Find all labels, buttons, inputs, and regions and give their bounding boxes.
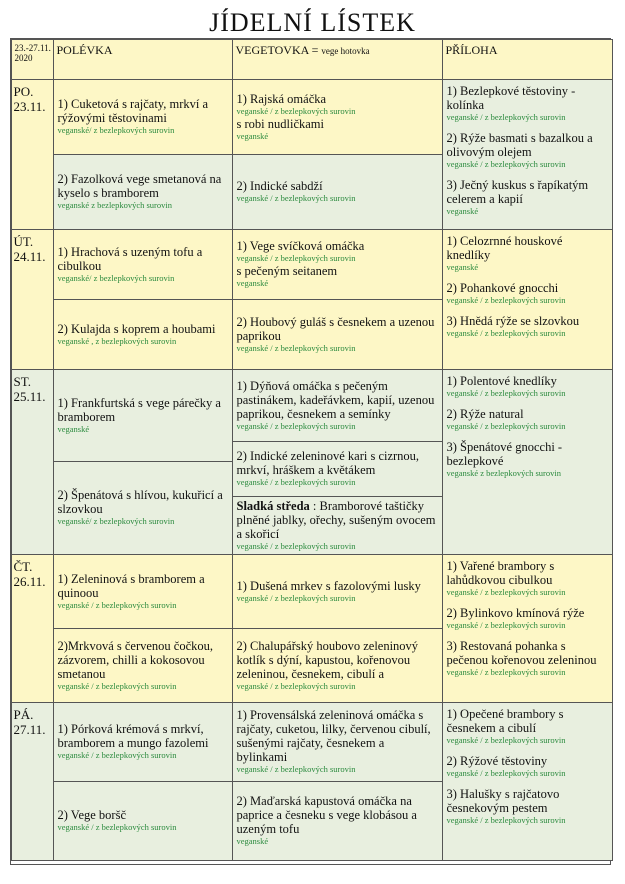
list-item: 1) Zeleninová s bramborem a quinoou veganské / z bezlepkových surovin bbox=[54, 555, 232, 629]
list-item: 1) Cuketová s rajčaty, mrkví a rýžovými těstovinami veganské/ z bezlepkových surovin bbox=[54, 80, 232, 155]
list-item: 2) Pohankové gnocchi veganské / z bezlepkových surovin bbox=[446, 280, 566, 305]
main-cell bbox=[232, 369, 443, 555]
list-item: 3) Halušky s rajčatovo česnekovým pestem veganské / z bezlepkových surovin bbox=[446, 786, 566, 825]
list-item: 1) Frankfurtská s vege párečky a bramborem veganské bbox=[54, 370, 232, 463]
list-item: 1) Polentové knedlíky veganské / z bezlepkových surovin bbox=[446, 373, 566, 398]
list-item: 2) Rýže basmati s bazalkou a olivovým olejem veganské / z bezlepkových surovin bbox=[446, 130, 593, 169]
list-item: 1) Hrachová s uzeným tofu a cibulkou veganské/ z bezlepkových surovin bbox=[54, 230, 232, 300]
main-cell bbox=[232, 554, 443, 703]
list-item: 1) Celozrnné houskové knedlíky veganské bbox=[446, 233, 563, 272]
menu-table bbox=[10, 38, 611, 865]
side-cell bbox=[442, 554, 613, 703]
header-side: PŘÍLOHA bbox=[442, 39, 613, 80]
list-item: 2) Chalupářský houbovo zeleninový kotlík s dýní, kapustou, kořenovou zeleninou, česnekem, cibulí a veganské / z bezlepkových surovin bbox=[236, 638, 419, 691]
soup-cell bbox=[53, 229, 233, 370]
list-item: 2)Mrkvová s červenou čočkou, zázvorem, chilli a kokosovou smetanou veganské / z bezlepkových surovin bbox=[57, 638, 214, 691]
sweet-wednesday: Sladká středa : Bramborové taštičky plněné jablky, ořechy, sušeným ovocem a skořicí veganské / z bezlepkových surovin bbox=[236, 498, 436, 551]
list-item: 1) Vařené brambory s lahůdkovou cibulkou veganské / z bezlepkových surovin bbox=[446, 558, 566, 597]
header-main: VEGETOVKA = vege hotovka bbox=[232, 39, 443, 80]
main-cell bbox=[232, 229, 443, 370]
day-label: ST. 25.11. bbox=[11, 369, 54, 555]
day-label: PÁ. 27.11. bbox=[11, 702, 54, 861]
side-cell bbox=[442, 79, 613, 230]
list-item: 2) Maďarská kapustová omáčka na paprice a česneku s vege klobásou a uzeným tofu veganské bbox=[236, 794, 417, 846]
list-item: 2) Fazolková vege smetanová na kyselo s bramborem veganské z bezlepkových surovin bbox=[54, 155, 232, 229]
list-item: 1) Provensálská zeleninová omáčka s rajčaty, cuketou, lilky, červenou cibulí, sušenými rajčaty, česnekem a bylinkami veganské / z bezlepkových surovin bbox=[233, 703, 442, 782]
list-item: 3) Restovaná pohanka s pečenou kořenovou zeleninou veganské / z bezlepkových surovin bbox=[446, 638, 597, 677]
main-cell bbox=[232, 702, 443, 861]
list-item: 1) Opečené brambory s česnekem a cibulí veganské / z bezlepkových surovin bbox=[446, 706, 566, 745]
list-item: 2) Bylinkovo kmínová rýže veganské / z bezlepkových surovin bbox=[446, 605, 585, 630]
list-item: 2) Rýže natural veganské / z bezlepkových surovin bbox=[446, 406, 566, 431]
list-item: 2) Indické zeleninové kari s cizrnou, mrkví, hráškem a květákem veganské / z bezlepkových surovin bbox=[233, 442, 442, 496]
page-title: JÍDELNÍ LÍSTEK bbox=[209, 8, 416, 37]
list-item: 1) Rajská omáčka veganské / z bezlepkových surovin s robi nudličkami veganské bbox=[233, 80, 442, 155]
side-cell bbox=[442, 369, 613, 555]
list-item: 2) Špenátová s hlívou, kukuřicí a slzovkou veganské/ z bezlepkových surovin bbox=[57, 488, 223, 527]
list-item: 2) Kulajda s koprem a houbami veganské , z bezlepkových surovin bbox=[57, 321, 216, 346]
list-item: 1) Bezlepkové těstoviny - kolínka veganské / z bezlepkových surovin bbox=[446, 83, 576, 122]
side-cell bbox=[442, 702, 613, 861]
list-item: 1) Dušená mrkev s fazolovými lusky veganské / z bezlepkových surovin bbox=[233, 555, 442, 629]
list-item: 2) Rýžové těstoviny veganské / z bezlepkových surovin bbox=[446, 753, 566, 778]
list-item: 1) Dýňová omáčka s pečeným pastinákem, kadeřávkem, kapií, uzenou paprikou, česnekem a semínky veganské / z bezlepkových surovin bbox=[233, 370, 442, 443]
list-item: 2) Indické sabdží veganské / z bezlepkových surovin bbox=[233, 155, 442, 229]
list-item: 1) Pórková krémová s mrkví, bramborem a mungo fazolemi veganské / z bezlepkových surovin bbox=[54, 703, 232, 782]
header-soup: POLÉVKA bbox=[53, 39, 233, 80]
day-label: ÚT. 24.11. bbox=[11, 229, 54, 370]
header-date: 23.-27.11. 2020 bbox=[11, 39, 54, 80]
list-item: 3) Ječný kuskus s řapíkatým celerem a kapií veganské bbox=[446, 177, 589, 216]
day-label: ČT. 26.11. bbox=[11, 554, 54, 703]
list-item: 2) Houbový guláš s česnekem a uzenou paprikou veganské / z bezlepkových surovin bbox=[236, 314, 435, 353]
list-item: 1) Vege svíčková omáčka veganské / z bezlepkových surovin s pečeným seitanem veganské bbox=[233, 230, 442, 300]
soup-cell bbox=[53, 369, 233, 555]
day-label: PO. 23.11. bbox=[11, 79, 54, 230]
soup-cell bbox=[53, 79, 233, 230]
list-item: 3) Hnědá rýže se slzovkou veganské / z bezlepkových surovin bbox=[446, 313, 580, 338]
list-item: 3) Špenátové gnocchi -bezlepkové veganské z bezlepkových surovin bbox=[446, 439, 563, 478]
list-item: 2) Vege boršč veganské / z bezlepkových surovin bbox=[57, 808, 177, 832]
soup-cell bbox=[53, 554, 233, 703]
soup-cell bbox=[53, 702, 233, 861]
side-cell bbox=[442, 229, 613, 370]
main-cell bbox=[232, 79, 443, 230]
